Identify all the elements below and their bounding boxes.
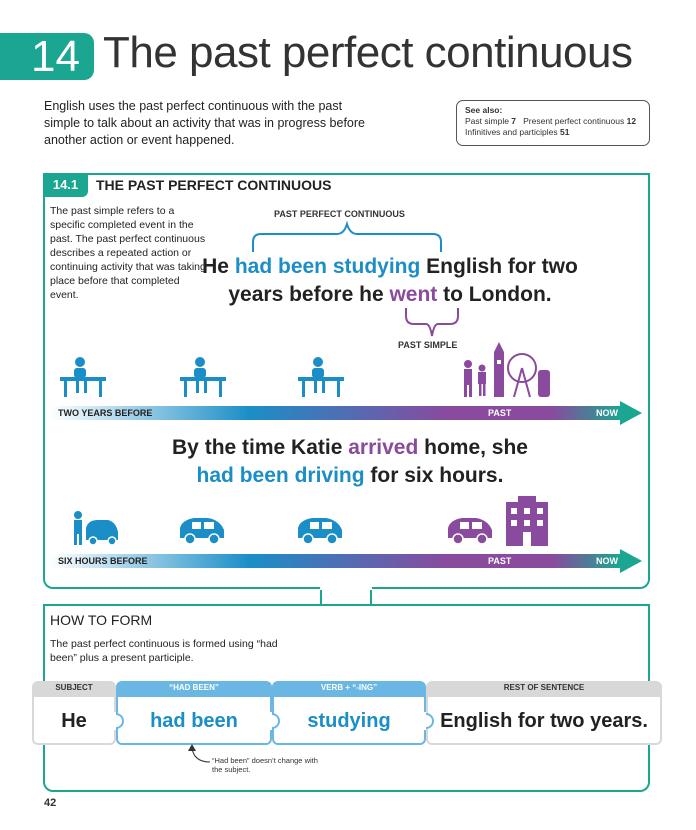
piece-header-rest: REST OF SENTENCE [426,681,662,695]
piece-rest: English for two years. [426,695,662,745]
section-number: 14.1 [43,173,88,197]
past-perfect-continuous-tag: PAST PERFECT CONTINUOUS [274,209,405,219]
connector-gap [320,586,372,590]
puzzle-knob [418,710,434,732]
puzzle-knob [108,710,124,732]
see-also-ref[interactable]: Infinitives and participles [465,127,560,137]
piece-header-subject: SUBJECT [32,681,116,695]
see-also-ref[interactable]: Present perfect continuous [516,116,627,126]
ppc-bracket [240,220,450,256]
see-also-page: 7 [511,116,517,126]
timeline-start-label: SIX HOURS BEFORE [58,556,148,566]
example2-line1: By the time Katie arrived home, she [172,436,528,459]
chapter-number-badge: 14 [0,33,94,80]
piece-had-been: had been [116,695,272,745]
ps-bracket [400,306,464,340]
timeline-past-label: PAST [488,556,512,566]
ppc-highlight: had been studying [234,255,421,278]
ps-highlight: arrived [348,436,419,459]
ppc-highlight: had been driving [196,464,365,487]
desk-studying-icon [178,356,228,398]
piece-subject: He [32,695,116,745]
timeline-now-label: NOW [596,408,618,418]
timeline-start-label: TWO YEARS BEFORE [58,408,153,418]
desk-studying-icon [58,356,108,398]
car-icon [70,510,120,546]
timeline-past-label: PAST [488,408,512,418]
ps-highlight: went [389,283,438,306]
annotation-text: “Had been” doesn’t change with the subject. [212,756,318,774]
car-icon [296,512,344,546]
see-also-page: 51 [559,127,570,137]
piece-verb-ing: studying [272,695,426,745]
desk-studying-icon [296,356,346,398]
intro-text: English uses the past perfect continuous with the past simple to talk about an activity that was in progress before another action or event happened. [44,99,365,147]
piece-header-verb-ing: VERB + “-ING” [272,681,426,695]
example1-line2: years before he went to London. [228,283,552,306]
how-to-form-description: The past perfect continuous is formed using “had been” plus a present participle. [50,638,278,664]
see-also-box [456,100,650,146]
section-description: The past simple refers to a specific completed event in the past. The past perfect continuous describes a repeated action or continuing activity that was taking place before that completed event. [50,205,206,301]
example2-line2: had been driving for six hours. [196,464,504,487]
example1-line1: He had been studying English for two [202,255,578,278]
piece-header-had-been: “HAD BEEN” [116,681,272,695]
section-title: THE PAST PERFECT CONTINUOUS [96,177,332,193]
car-icon [446,512,494,546]
house-icon [504,496,550,546]
see-also-heading: See also: [465,105,503,115]
car-icon [178,512,226,546]
puzzle-knob [264,710,280,732]
past-simple-tag: PAST SIMPLE [398,340,458,350]
city-landmarks-icon [460,342,552,398]
chapter-title: The past perfect continuous [103,28,633,77]
page-number: 42 [44,797,57,809]
how-to-form-title: HOW TO FORM [50,612,153,628]
timeline-now-label: NOW [596,556,618,566]
see-also-page: 12 [626,116,637,126]
see-also-ref[interactable]: Past simple [465,116,512,126]
